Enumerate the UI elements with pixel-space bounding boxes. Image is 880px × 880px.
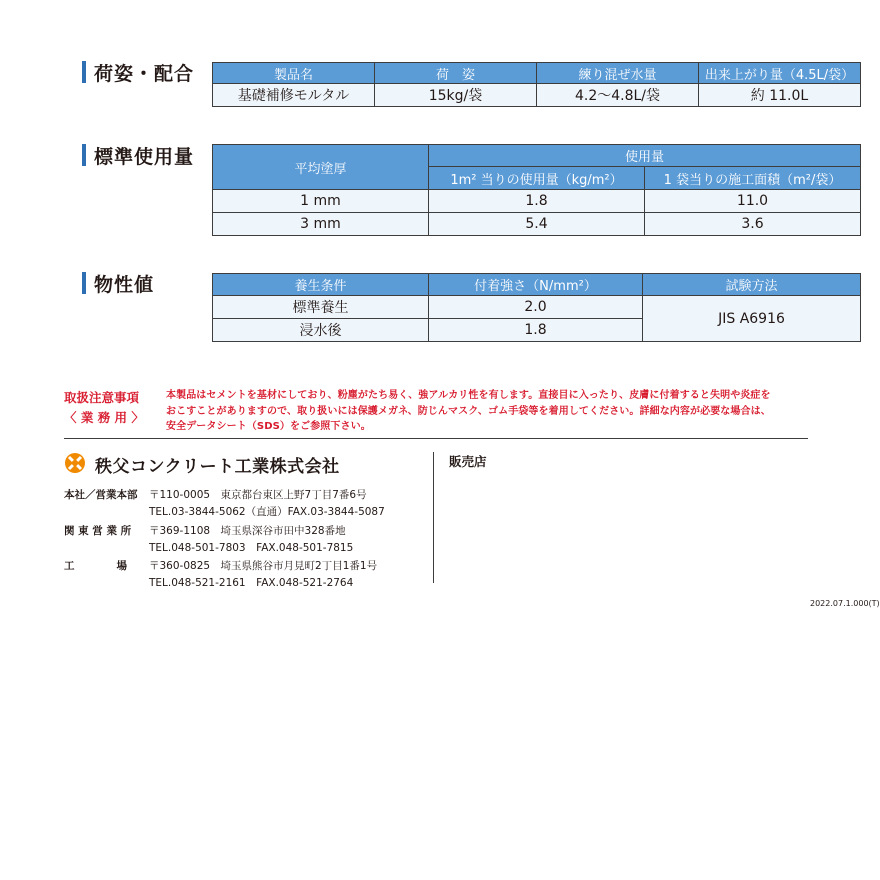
warning-title: 取扱注意事項 <box>64 390 140 405</box>
office-details <box>149 487 385 523</box>
section-accent-bar <box>82 144 86 166</box>
section-title-properties <box>82 271 154 295</box>
divider <box>64 438 808 439</box>
vertical-divider <box>433 452 434 583</box>
header-cell: 1 袋当りの施工面積（m²/袋） <box>645 167 861 190</box>
section-title-text: 物性値 <box>94 273 155 296</box>
header-cell: 製品名 <box>213 63 375 84</box>
table-cell: 5.4 <box>429 213 645 236</box>
office-item <box>64 523 385 558</box>
warning-line: おこすことがありますので、取り扱いには保護メガネ、防じんマスク、ゴム手袋等を着用してください。詳細な内容が必要な場合は、 <box>166 405 771 417</box>
office-label: 関 東 営 業 所 <box>64 525 132 537</box>
table-cell: 11.0 <box>645 190 861 213</box>
warning-line: 安全データシート（SDS）をご参照下さい。 <box>166 421 371 432</box>
header-cell-usage: 使用量 <box>429 145 861 167</box>
company-name: 秩父コンクリート工業株式会社 <box>95 457 340 477</box>
header-cell: 付着強さ（N/mm²） <box>429 274 643 296</box>
office-phone: TEL.03-3844-5062（直通）FAX.03-3844-5087 <box>149 506 385 518</box>
table-row <box>213 190 861 213</box>
warning-text <box>166 388 771 435</box>
table-header-row <box>213 274 861 296</box>
section-accent-bar <box>82 61 86 83</box>
usage-table <box>212 144 861 236</box>
table-row <box>213 84 861 107</box>
table-cell: 基礎補修モルタル <box>213 84 375 107</box>
office-phone: TEL.048-501-7803 FAX.048-501-7815 <box>149 542 354 554</box>
warning-subtitle: 〈 業 務 用 〉 <box>64 410 144 425</box>
properties-table <box>212 273 861 342</box>
office-address: 〒369-1108 埼玉県深谷市田中328番地 <box>149 525 346 537</box>
table-cell: 15kg/袋 <box>375 84 537 107</box>
table-cell: 2.0 <box>429 296 643 319</box>
office-item <box>64 487 385 523</box>
table-row <box>213 213 861 236</box>
office-list <box>64 487 385 594</box>
table-cell-method: JIS A6916 <box>643 296 861 342</box>
table-cell: 約 11.0L <box>699 84 861 107</box>
section-title-text: 荷姿・配合 <box>94 62 195 85</box>
table-cell: 浸水後 <box>213 319 429 342</box>
table-cell: 1.8 <box>429 190 645 213</box>
table-cell: 3 mm <box>213 213 429 236</box>
table-header-row <box>213 63 861 84</box>
header-cell: 養生条件 <box>213 274 429 296</box>
office-phone: TEL.048-521-2161 FAX.048-521-2764 <box>149 577 354 589</box>
seller-label: 販売店 <box>449 454 487 469</box>
office-details <box>149 558 377 594</box>
header-cell: 荷 姿 <box>375 63 537 84</box>
header-cell: 試験方法 <box>643 274 861 296</box>
header-cell: 出来上がり量（4.5L/袋） <box>699 63 861 84</box>
office-item <box>64 558 385 594</box>
table-header-row <box>213 145 861 167</box>
table-cell: 1 mm <box>213 190 429 213</box>
packing-table <box>212 62 861 107</box>
table-cell: 標準養生 <box>213 296 429 319</box>
table-cell: 1.8 <box>429 319 643 342</box>
document-code: 2022.07.1.000(T) <box>810 599 880 608</box>
office-address: 〒110-0005 東京都台東区上野7丁目7番6号 <box>149 489 367 501</box>
company-logo-icon <box>64 452 86 474</box>
table-cell: 3.6 <box>645 213 861 236</box>
table-cell: 4.2～4.8L/袋 <box>537 84 699 107</box>
table-row <box>213 296 861 319</box>
warning-line: 本製品はセメントを基材にしており、粉塵がたち易く、強アルカリ性を有します。直接目に入ったり、皮膚に付着すると失明や炎症を <box>166 390 771 401</box>
section-title-text: 標準使用量 <box>94 145 195 168</box>
company-logo <box>64 452 86 474</box>
section-title-packing <box>82 60 194 84</box>
section-accent-bar <box>82 272 86 294</box>
header-cell: 1m² 当りの使用量（kg/m²） <box>429 167 645 190</box>
section-title-usage <box>82 143 194 167</box>
office-label: 本社／営業本部 <box>64 489 138 501</box>
header-cell-avg-thickness: 平均塗厚 <box>213 145 429 190</box>
header-cell: 練り混ぜ水量 <box>537 63 699 84</box>
office-label: 工 場 <box>64 560 127 572</box>
office-address: 〒360-0825 埼玉県熊谷市月見町2丁目1番1号 <box>149 560 378 572</box>
office-details <box>149 523 353 558</box>
